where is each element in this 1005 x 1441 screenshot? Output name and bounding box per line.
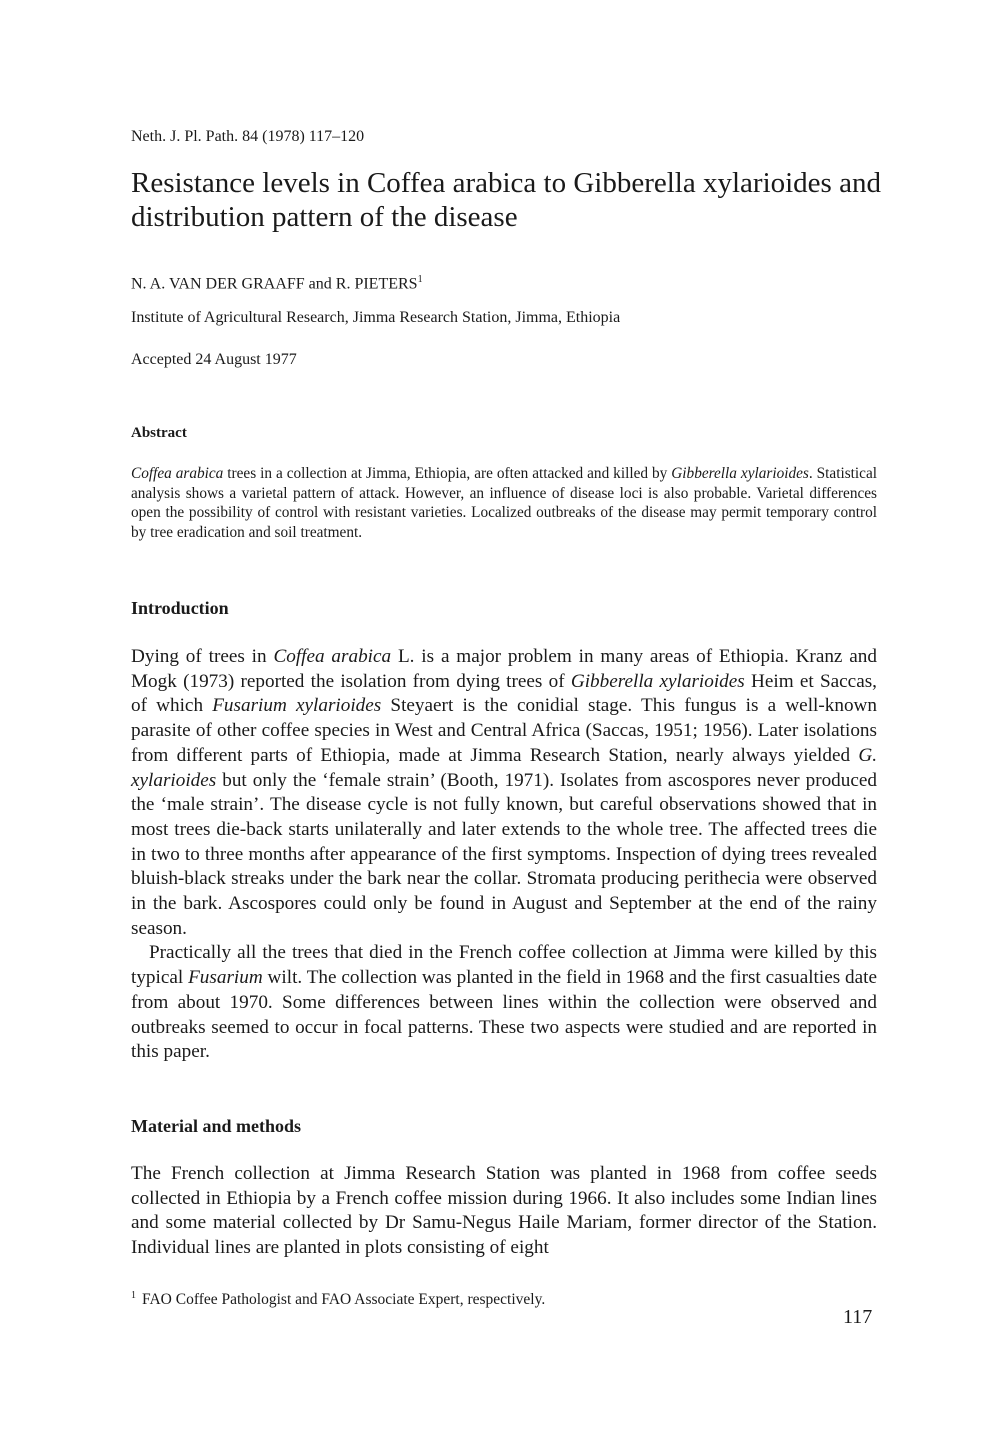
intro-p1-text-b: L. is a major problem in many areas of Ethiopia. Kranz and Mogk (1973) reported the isolation from dying trees of [131,646,877,692]
intro-p1-italic-4: G. xylarioides [131,744,877,791]
abstract-italic-gibberella: Gibberella xylarioides [671,465,809,482]
intro-p2-italic-1: Fusarium [188,967,263,989]
page-number: 117 [843,1306,873,1328]
footnote [131,1290,545,1309]
intro-p1-italic-2: Gibberella xylarioides [570,670,745,692]
intro-p1-text-a: Dying of trees in [131,646,274,667]
intro-p2-text-b: wilt. The collection was planted in the field in 1968 and the first casualties date from about 1970. Some differences between lines within the collection were observed and outbreaks seemed to occur in focal patterns. These two aspects were studied and are reported in this paper. [131,967,877,1063]
authors: N. A. VAN DER GRAAFF and R. PIETERS [131,275,418,293]
abstract-text-2: . Statistical analysis shows a varietal pattern of attack. However, an influence of disease loci is also probable. Varietal differences open the possibility of control with resistant varieties. Localized outbreaks of the disease may permit temporary control by tree eradication and soil treatment. [131,465,878,541]
methods-heading: Material and methods [131,1116,301,1136]
intro-p1-text-c: Heim et Saccas, of which [131,670,877,717]
introduction-paragraph-1 [131,645,877,941]
intro-p1-italic-3: Fusarium xylarioides [212,695,382,717]
author-footnote-mark: 1 [417,274,423,285]
abstract-italic-coffea: Coffea arabica [131,465,224,482]
journal-reference: Neth. J. Pl. Path. 84 (1978) 117–120 [131,128,365,145]
intro-p1-text-e: but only the ‘female strain’ (Booth, 1971). Isolates from ascospores never produced the ‘male strain’. The disease cycle is not fully known, but careful observations showed that in most trees die-back starts unilaterally and later extends to the whole tree. The affected trees die in two to three months after appearance of the first symptoms. Inspection of dying trees revealed bluish-black streaks under the bark near the collar. Stromata producing perithecia were observed in the bark. Ascospores could only be found in August and September at the end of the rainy season. [131,769,877,939]
affiliation: Institute of Agricultural Research, Jimma Research Station, Jimma, Ethiopia [131,309,621,326]
abstract-text-1: trees in a collection at Jimma, Ethiopia, are often attacked and killed by [223,465,672,482]
introduction-paragraph-2 [131,941,877,1065]
accepted-date: Accepted 24 August 1977 [131,351,297,368]
introduction-body [131,645,877,1065]
abstract-heading: Abstract [131,425,187,441]
methods-body: The French collection at Jimma Research Station was planted in 1968 from coffee seeds collected in Ethiopia by a French coffee mission during 1966. It also includes some Indian lines and some material collected by Dr Samu-Negus Haile Mariam, former director of the Station. Individual lines are planted in plots consisting of eight [131,1163,877,1259]
intro-p1-text-d: Steyaert is the conidial stage. This fungus is a well-known parasite of other coffee species in West and Central Africa (Saccas, 1951; 1956). Later isolations from different parts of Ethiopia, made at Jimma Research Station, nearly always yielded [131,695,877,766]
footnote-text: FAO Coffee Pathologist and FAO Associate Expert, respectively. [142,1291,546,1309]
paper-title: Resistance levels in Coffea arabica to Gibberella xylarioides and distribution pattern of the disease [131,167,881,233]
introduction-heading: Introduction [131,598,229,618]
footnote-mark: 1 [131,1290,136,1301]
abstract-body [131,464,877,542]
intro-p1-italic-1: Coffea arabica [273,646,392,667]
authors-line [131,274,423,293]
intro-p2-text-a: Practically all the trees that died in the French coffee collection at Jimma were killed by this typical [131,942,877,989]
